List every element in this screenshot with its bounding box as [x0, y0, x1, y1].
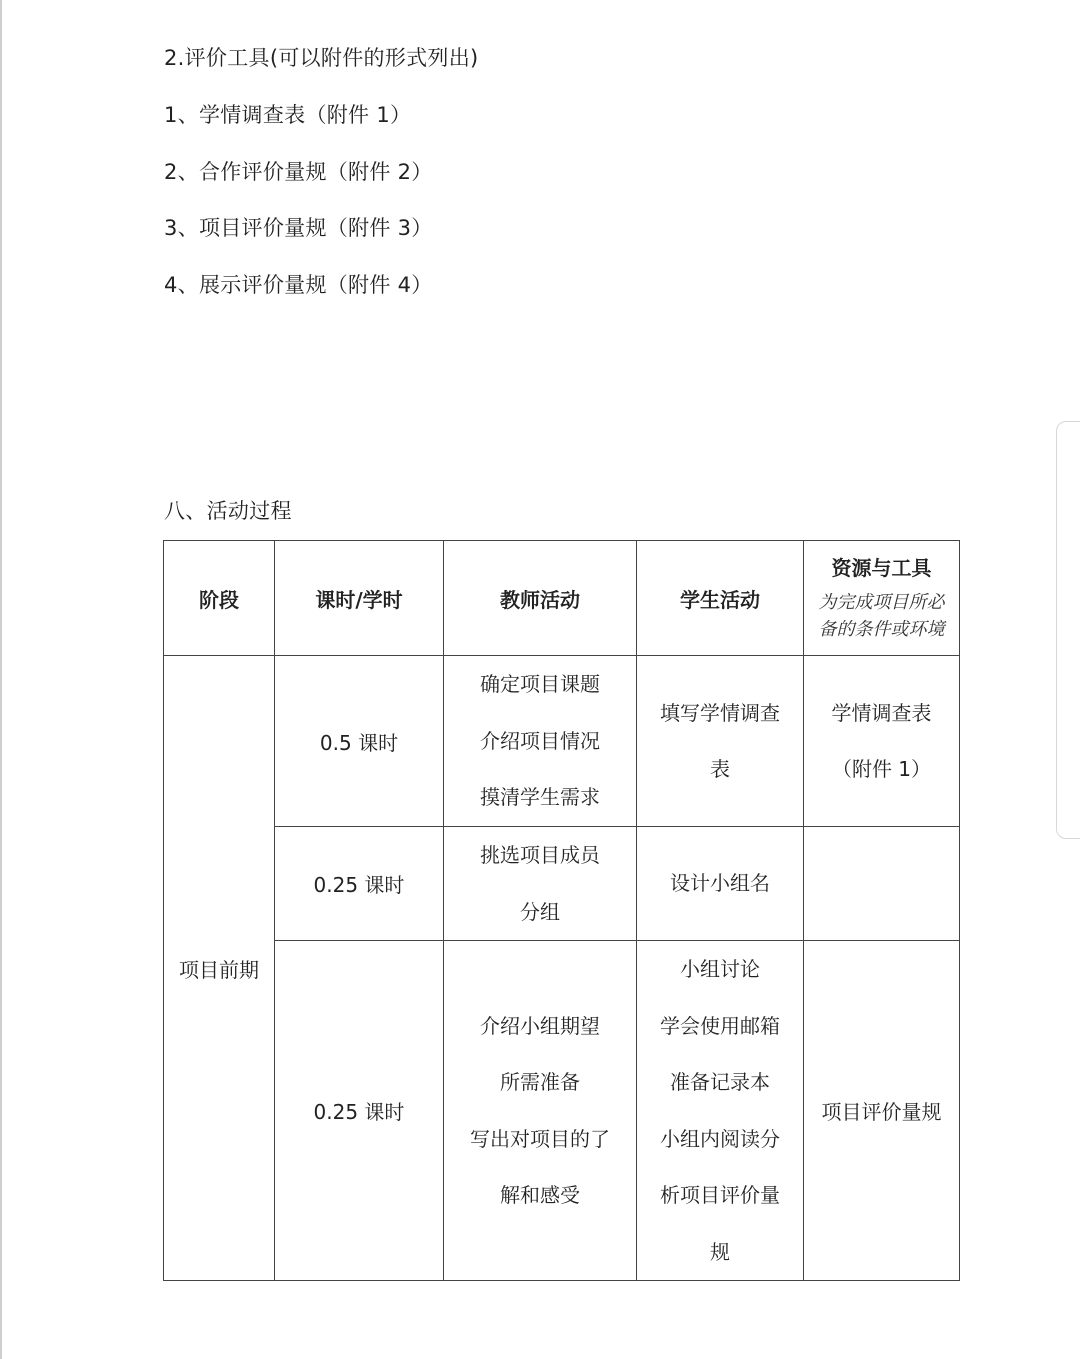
tool-item-1: 1、学情调查表（附件 1） — [164, 103, 412, 127]
hours-cell: 0.5 课时 — [275, 656, 444, 827]
table-header-row — [164, 541, 960, 656]
resources-cell: 学情调查表 （附件 1） — [804, 656, 960, 827]
teacher-activity-cell: 介绍小组期望 所需准备 写出对项目的了 解和感受 — [444, 941, 637, 1281]
table-row — [164, 941, 960, 1281]
header-hours: 课时/学时 — [275, 541, 444, 656]
section-heading: 八、活动过程 — [164, 499, 292, 523]
teacher-activity-cell: 确定项目课题 介绍项目情况 摸清学生需求 — [444, 656, 637, 827]
table-row — [164, 827, 960, 941]
resources-cell: 项目评价量规 — [804, 941, 960, 1281]
table-row — [164, 656, 960, 827]
student-activity-cell: 填写学情调查 表 — [637, 656, 804, 827]
tool-item-2: 2、合作评价量规（附件 2） — [164, 160, 433, 184]
header-stage: 阶段 — [164, 541, 275, 656]
tool-item-4: 4、展示评价量规（附件 4） — [164, 273, 433, 297]
resources-cell — [804, 827, 960, 941]
hours-cell: 0.25 课时 — [275, 827, 444, 941]
header-resources-title: 资源与工具 — [831, 556, 932, 580]
page-left-border — [0, 0, 2, 1359]
activity-table — [163, 540, 960, 1281]
header-teacher-activity: 教师活动 — [444, 541, 637, 656]
stage-cell: 项目前期 — [164, 656, 275, 1281]
header-resources — [804, 541, 960, 656]
hours-cell: 0.25 课时 — [275, 941, 444, 1281]
teacher-activity-cell: 挑选项目成员 分组 — [444, 827, 637, 941]
header-student-activity: 学生活动 — [637, 541, 804, 656]
tool-item-3: 3、项目评价量规（附件 3） — [164, 216, 433, 240]
student-activity-cell: 小组讨论 学会使用邮箱 准备记录本 小组内阅读分 析项目评价量 规 — [637, 941, 804, 1281]
tools-heading: 2.评价工具(可以附件的形式列出) — [164, 46, 479, 70]
student-activity-cell: 设计小组名 — [637, 827, 804, 941]
scroll-handle[interactable] — [1056, 421, 1080, 839]
header-resources-note: 为完成项目所必 备的条件或环境 — [818, 592, 945, 640]
